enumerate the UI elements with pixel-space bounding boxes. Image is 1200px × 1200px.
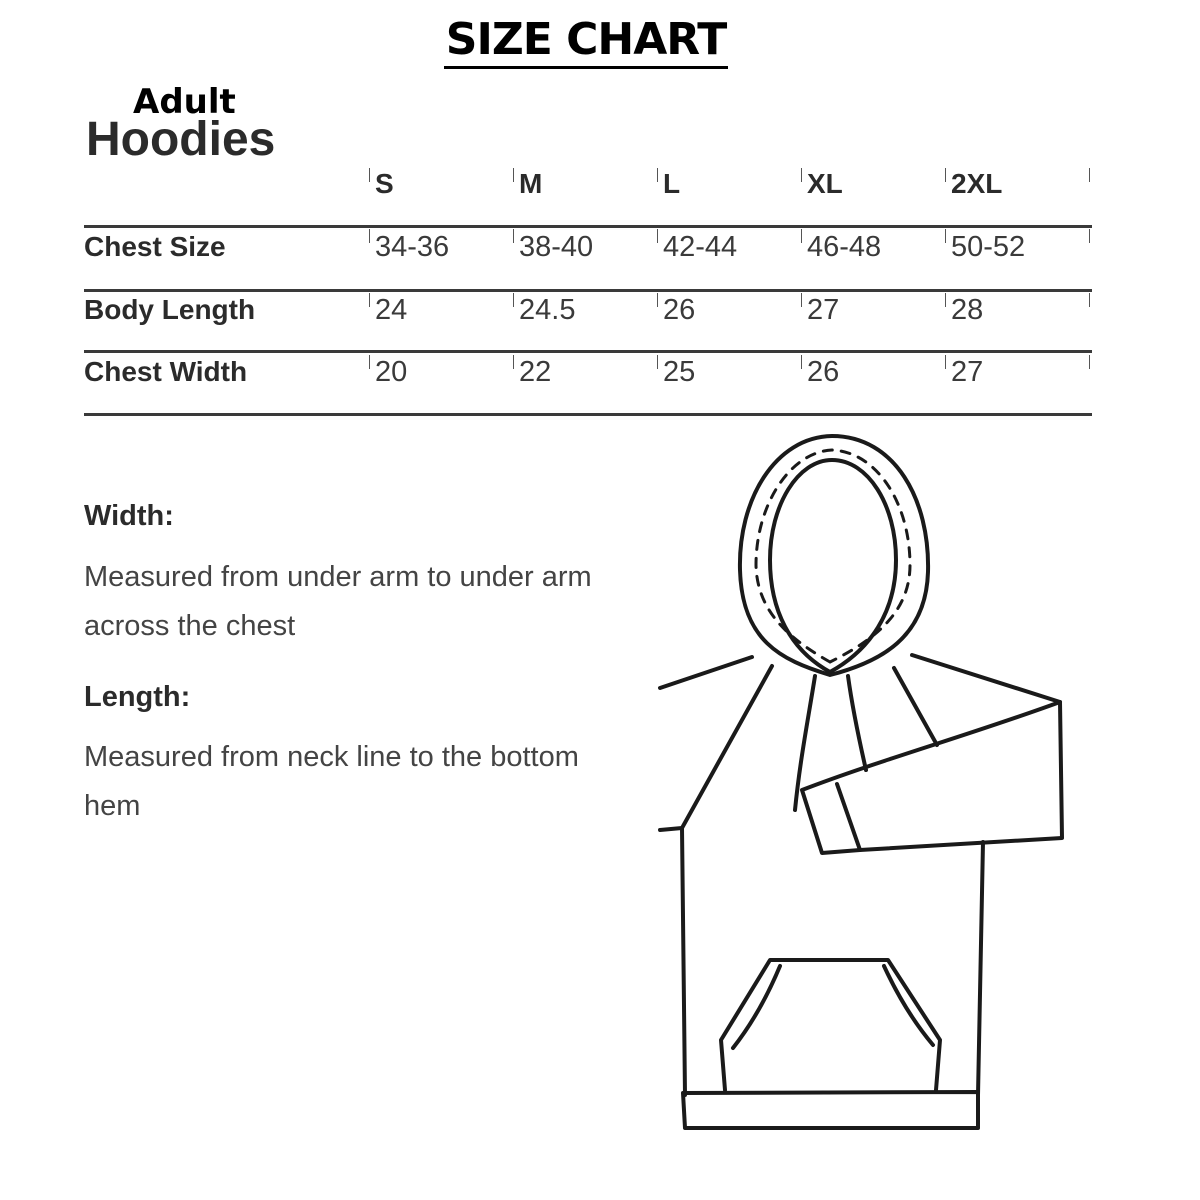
right-body-side <box>978 842 983 1095</box>
length-heading: Length: <box>84 681 191 713</box>
category-audience: Adult <box>133 82 236 122</box>
table-cell: 24.5 <box>519 294 576 326</box>
table-cell: 26 <box>807 356 840 388</box>
table-cell: 20 <box>375 356 408 388</box>
table-cell: 27 <box>951 356 984 388</box>
table-cell: 27 <box>807 294 840 326</box>
hood-face-opening <box>770 460 896 672</box>
table-cell: 38-40 <box>519 231 594 263</box>
row-label-chest-size: Chest Size <box>84 231 226 262</box>
drawstring-right <box>848 676 866 770</box>
left-shoulder-line <box>660 657 752 688</box>
left-side-outline <box>660 666 772 830</box>
table-cell: 28 <box>951 294 984 326</box>
table-cell: 34-36 <box>375 231 450 263</box>
pocket-inner-right <box>884 966 933 1045</box>
width-description: Measured from under arm to under arm across the chest <box>84 561 592 642</box>
size-header-m: M <box>519 168 543 199</box>
length-description: Measured from neck line to the bottom hem <box>84 741 579 822</box>
size-header-xl: XL <box>807 168 843 199</box>
table-cell: 50-52 <box>951 231 1026 263</box>
table-cell: 26 <box>663 294 696 326</box>
right-shoulder-line <box>912 655 1060 702</box>
table-cell: 24 <box>375 294 408 326</box>
right-raglan-line <box>894 668 937 745</box>
right-sleeve-outline <box>802 702 1062 853</box>
width-heading: Width: <box>84 500 174 532</box>
hood-stitching <box>756 450 910 662</box>
size-header-s: S <box>375 168 394 199</box>
table-cell: 22 <box>519 356 552 388</box>
table-cell: 46-48 <box>807 231 882 263</box>
pocket-outer <box>721 960 940 1090</box>
size-header-2xl: 2XL <box>951 168 1003 199</box>
left-body-side <box>682 828 685 1095</box>
page-title-text: SIZE CHART <box>444 14 728 69</box>
row-label-body-length: Body Length <box>84 294 256 325</box>
table-cell: 42-44 <box>663 231 738 263</box>
row-label-chest-width: Chest Width <box>84 356 248 387</box>
waistband-outline <box>683 1092 978 1128</box>
category-product: Hoodies <box>86 113 276 166</box>
size-header-l: L <box>663 168 681 199</box>
table-cell: 25 <box>663 356 696 388</box>
right-cuff-line <box>837 784 860 850</box>
